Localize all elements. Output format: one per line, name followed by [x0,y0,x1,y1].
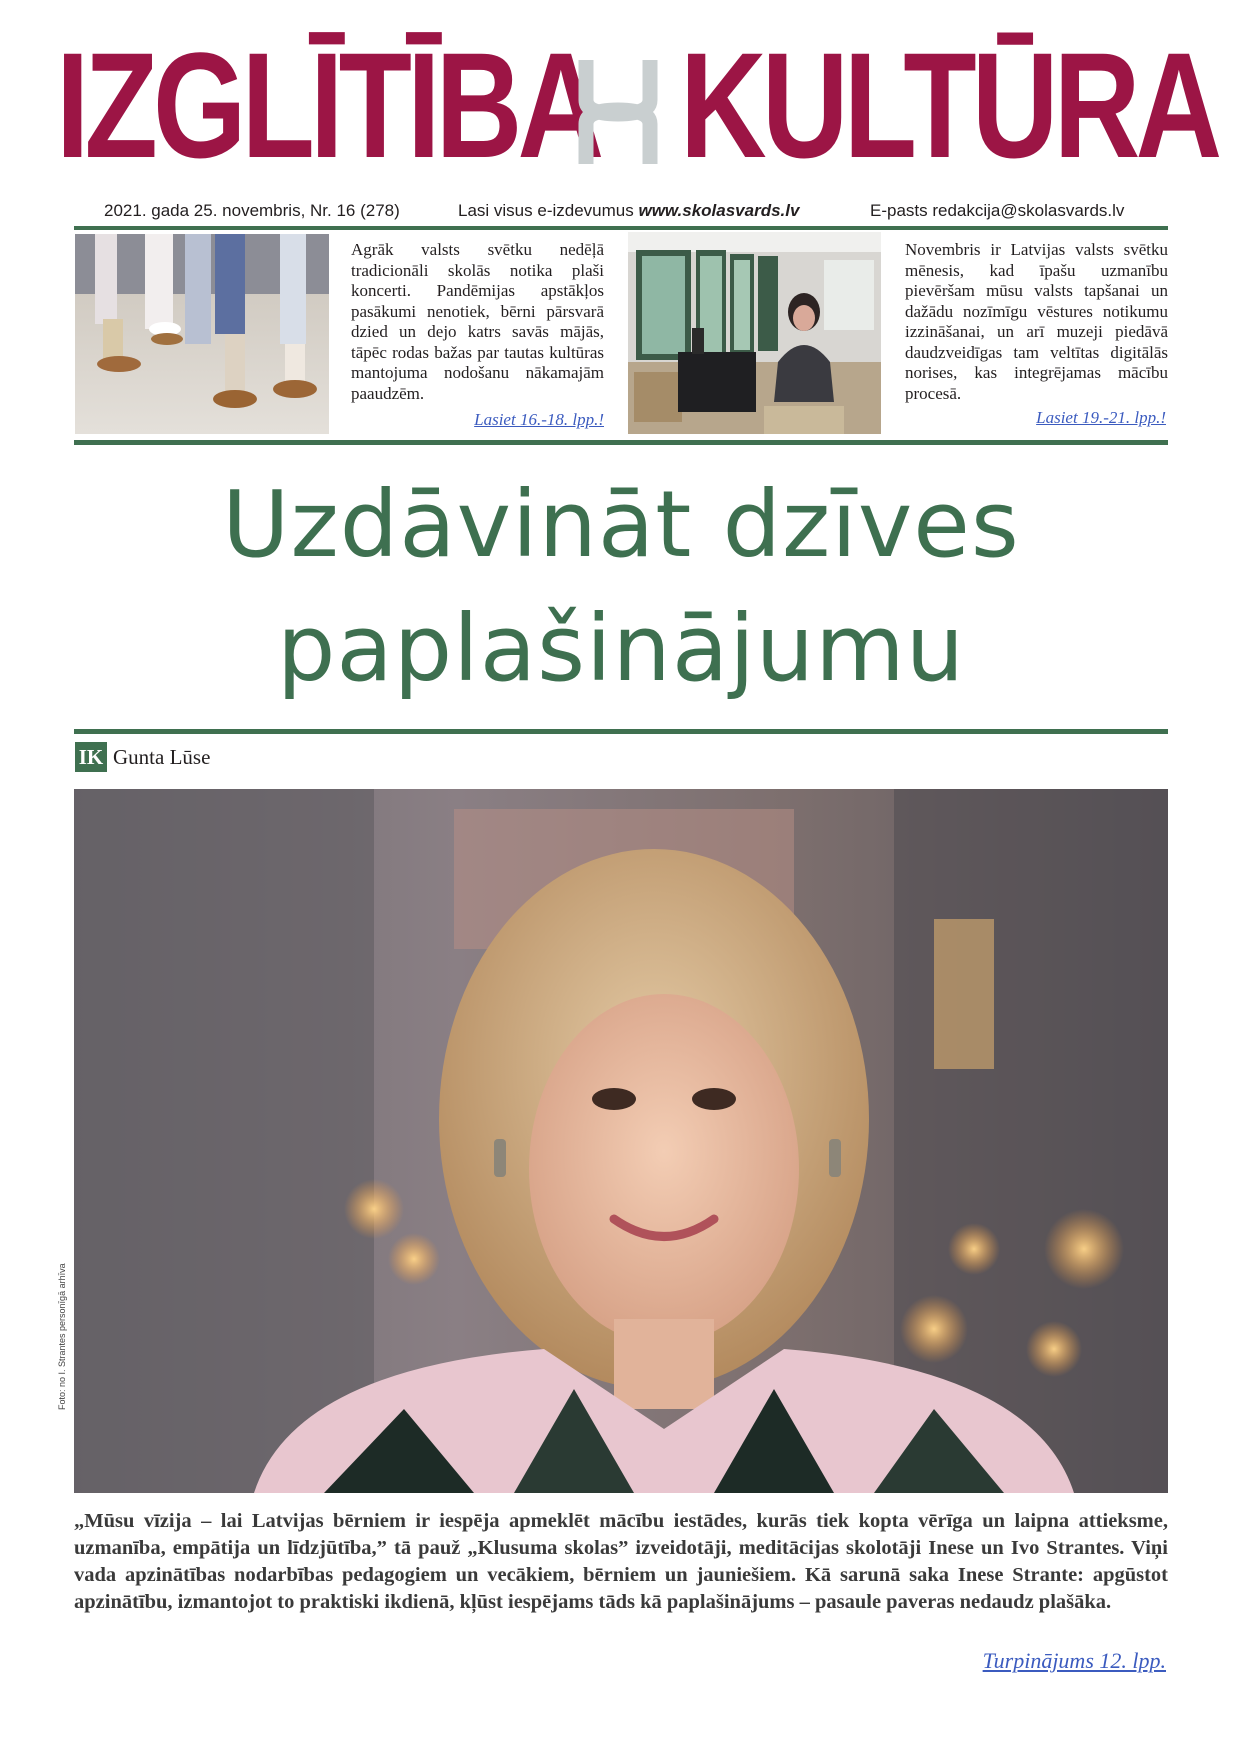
rule-headline [74,729,1168,734]
teaser-1-photo [75,234,329,434]
masthead-connector-un [578,52,658,172]
main-portrait-photo [74,789,1168,1493]
teaser-1-link[interactable]: Lasiet 16.-18. lpp.! [474,410,604,429]
headline-line-1: Uzdāvināt dzīves [222,471,1020,578]
article-lead: „Mūsu vīzija – lai Latvijas bērniem ir iespēja apmeklēt mācību iestādes, kurās tiek kopta vērīga un laipna attieksme, uzmanība, empātija un līdzjūtība,” tā pauž „Klusuma skolas” izveidotāji, meditācijas skolotāji Inese un Ivo Strantes. Viņi vada apzinātības nodarbības pedagogiem un vecākiem, bērniem un jauniešiem. Kā sarunā saka Inese Strante: apgūstot apzinātību, izmantojot to praktiski ikdienā, kļūst iespējams tāds kā paplašinājums – pasaule paveras nedaudz plašāka. [74,1510,1168,1613]
read-online-prefix: Lasi visus e-izdevumus [458,201,634,220]
continued-link[interactable]: Turpinājums 12. lpp. [982,1648,1166,1673]
teaser-2-link[interactable]: Lasiet 19.-21. lpp.! [1036,408,1166,427]
email-line: E-pasts redakcija@skolasvards.lv [870,201,1125,220]
rule-mid [74,440,1168,445]
masthead-title-right: KULTŪRA [680,21,1218,189]
site-link[interactable]: www.skolasvards.lv [638,201,800,220]
teaser-2-photo [628,232,881,434]
teaser-2-text: Novembris ir Latvijas valsts svētku mēnesis, kad īpašu uzmanību pievēršam mūsu valsts tapšanai un dažādu nozīmīgu vēstures notikumu izzināšanai, un arī muzeji piedāvā daudzveidīgas tam veltītas digitālās norises, kas integrējamas mācību procesā. [905,240,1168,403]
teaser-1-text: Agrāk valsts svētku nedēļā tradicionāli skolās notika plaši koncerti. Pandēmijas apstākļos pasākumi nenotiek, bērni pārsvarā dzied un dejo katrs savās mājās, tāpēc rodas bažas par tautas kultūras mantojuma nodošanu nākamajām paaudzēm. [351,240,604,403]
headline-line-2: paplašinājumu [276,595,966,702]
read-online-line [458,201,799,221]
author-name: Gunta Lūse [113,745,211,769]
issue-info: 2021. gada 25. novembris, Nr. 16 (278) [104,201,400,220]
rule-top [74,226,1168,230]
photo-credit: Foto: no I. Strantes personīgā arhīva [57,1263,67,1410]
ik-badge: IK [75,742,107,772]
masthead-title-left: IZGLĪTĪBA [56,21,600,189]
